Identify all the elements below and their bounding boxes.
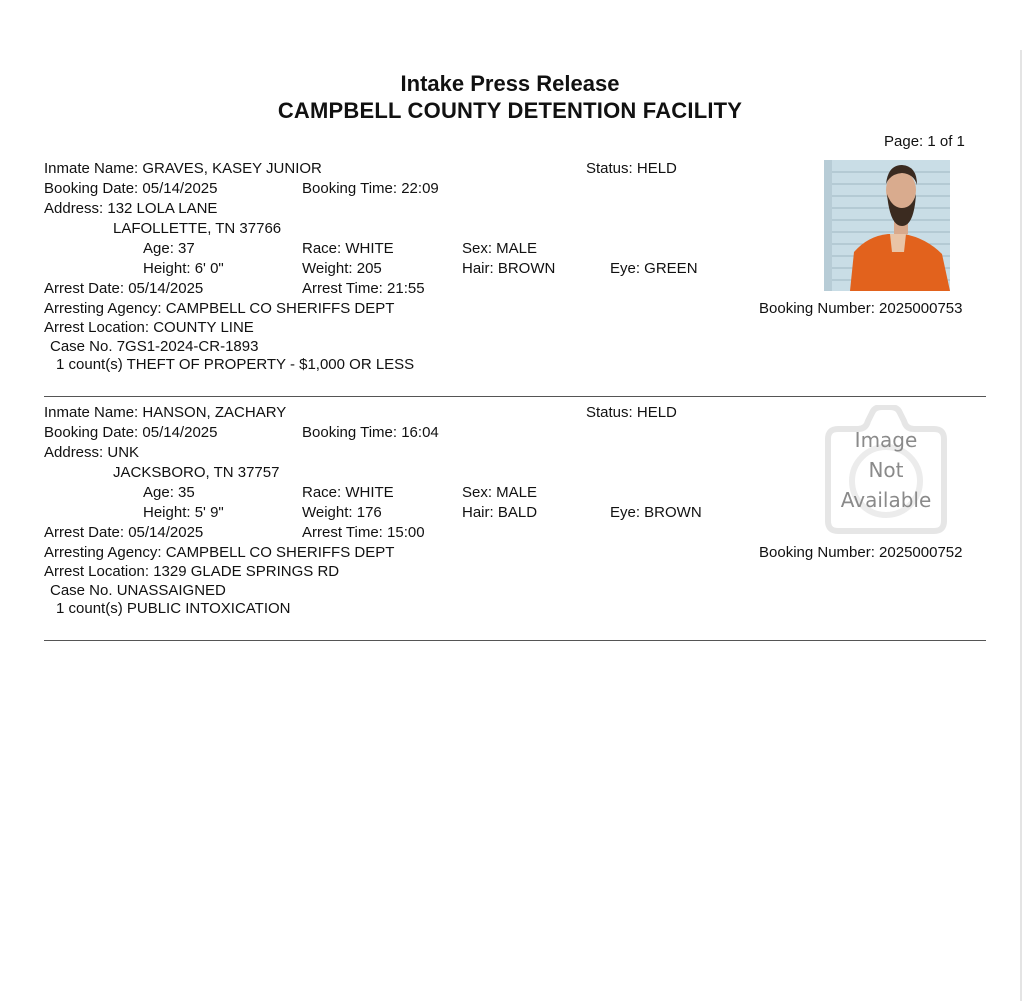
arrest-date: Arrest Date: 05/14/2025 (44, 524, 204, 541)
city-state-zip: JACKSBORO, TN 37757 (113, 464, 280, 481)
arrest-time: Arrest Time: 15:00 (302, 524, 425, 541)
booking-time: Booking Time: 22:09 (302, 180, 439, 197)
race: Race: WHITE (302, 240, 394, 257)
weight: Weight: 205 (302, 260, 382, 277)
mugshot-photo (824, 160, 950, 291)
report-title: Intake Press Release (400, 71, 620, 96)
booking-date: Booking Date: 05/14/2025 (44, 424, 218, 441)
hair: Hair: BROWN (462, 260, 556, 277)
page-edge (1020, 50, 1022, 1001)
eye: Eye: GREEN (610, 260, 698, 277)
record-divider (44, 640, 986, 641)
inmate-name: Inmate Name: HANSON, ZACHARY (44, 404, 287, 421)
height: Height: 5' 9" (143, 504, 224, 521)
report-header (0, 70, 1020, 125)
weight: Weight: 176 (302, 504, 382, 521)
page-number: Page: 1 of 1 (884, 133, 965, 150)
eye: Eye: BROWN (610, 504, 702, 521)
arresting-agency: Arresting Agency: CAMPBELL CO SHERIFFS DEPT (44, 300, 395, 317)
age: Age: 35 (143, 484, 195, 501)
hair: Hair: BALD (462, 504, 538, 521)
inmate-name: Inmate Name: GRAVES, KASEY JUNIOR (44, 160, 322, 177)
city-state-zip: LAFOLLETTE, TN 37766 (113, 220, 282, 237)
race: Race: WHITE (302, 484, 394, 501)
height: Height: 6' 0" (143, 260, 224, 277)
placeholder-line: Not (868, 458, 904, 482)
booking-number: Booking Number: 2025000752 (759, 544, 963, 561)
facility-name: CAMPBELL COUNTY DETENTION FACILITY (277, 98, 743, 123)
placeholder-line: Available (840, 488, 932, 512)
booking-date: Booking Date: 05/14/2025 (44, 180, 218, 197)
sex: Sex: MALE (462, 240, 538, 257)
charge: 1 count(s) PUBLIC INTOXICATION (56, 600, 291, 617)
address: Address: 132 LOLA LANE (44, 200, 218, 217)
case-number: Case No. UNASSAIGNED (50, 582, 226, 599)
arrest-time: Arrest Time: 21:55 (302, 280, 425, 297)
status: Status: HELD (586, 160, 677, 177)
status: Status: HELD (586, 404, 677, 421)
booking-time: Booking Time: 16:04 (302, 424, 439, 441)
record-divider (44, 396, 986, 397)
sex: Sex: MALE (462, 484, 538, 501)
booking-number: Booking Number: 2025000753 (759, 300, 963, 317)
arrest-location: Arrest Location: 1329 GLADE SPRINGS RD (44, 563, 340, 580)
age: Age: 37 (143, 240, 195, 257)
arrest-date: Arrest Date: 05/14/2025 (44, 280, 204, 297)
case-number: Case No. 7GS1-2024-CR-1893 (50, 338, 259, 355)
arrest-location: Arrest Location: COUNTY LINE (44, 319, 254, 336)
arresting-agency: Arresting Agency: CAMPBELL CO SHERIFFS DEPT (44, 544, 395, 561)
address: Address: UNK (44, 444, 140, 461)
placeholder-line: Image (854, 428, 918, 452)
image-not-available-label (822, 425, 950, 515)
charge: 1 count(s) THEFT OF PROPERTY - $1,000 OR LESS (56, 356, 415, 373)
